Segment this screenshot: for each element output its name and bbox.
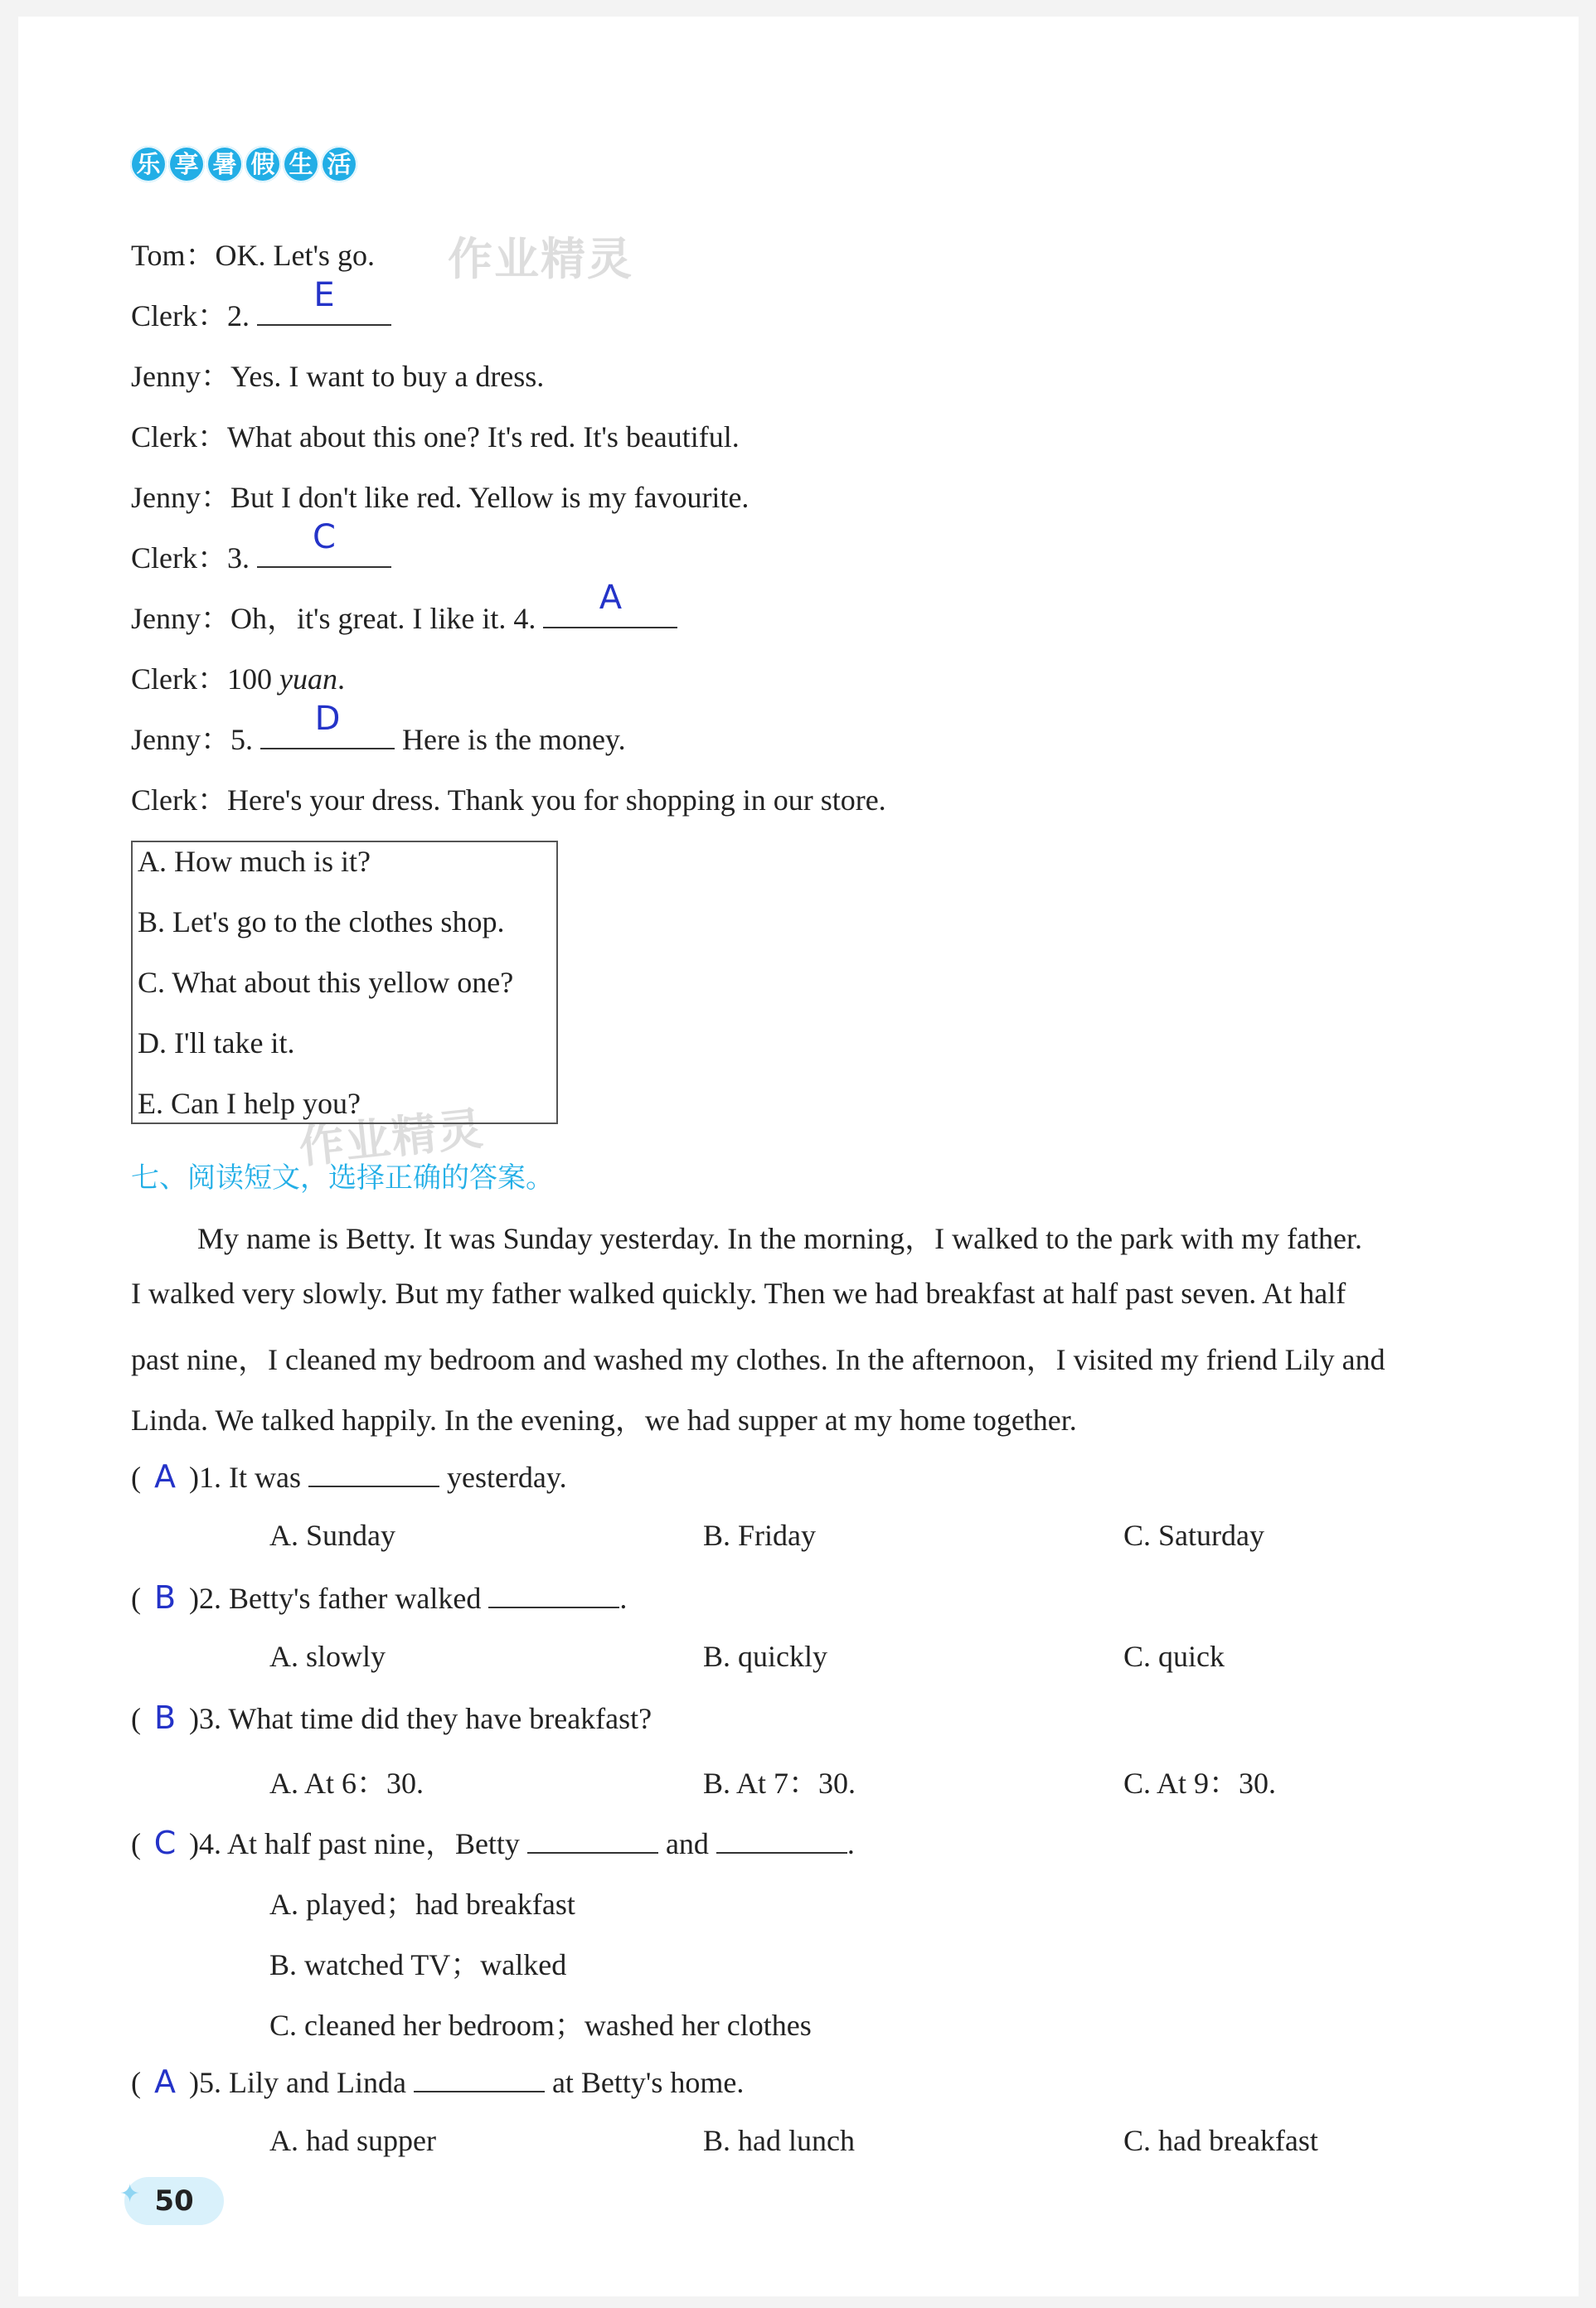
watermark: 作业精灵 (296, 1102, 488, 1174)
question-blank (488, 1578, 619, 1608)
logo-char: 享 (168, 146, 205, 182)
question (131, 1699, 652, 1736)
watermark: 作业精灵 (448, 233, 633, 285)
line-text: Clerk：2. (131, 299, 257, 332)
question-blank (308, 1457, 439, 1487)
option-a: A. had supper (269, 2124, 436, 2157)
question (131, 1578, 627, 1616)
page-number (119, 2177, 224, 2225)
question-stem: yesterday. (439, 1461, 567, 1494)
passage-line: I walked very slowly. But my father walked quickly. Then we had breakfast at half past seven. At half (131, 1277, 1346, 1310)
option-item: B. Let's go to the clothes shop. (138, 905, 505, 938)
paren-open: ( (131, 1702, 141, 1735)
line-text: Clerk：3. (131, 541, 257, 575)
dialogue-line (131, 700, 626, 759)
option-c: C. Saturday (1123, 1519, 1264, 1552)
handwritten-answer[interactable]: A (154, 1458, 176, 1495)
option-b: B. Friday (703, 1519, 817, 1552)
logo-char: 假 (245, 146, 281, 182)
handwritten-answer[interactable]: B (153, 1579, 177, 1616)
line-text: Jenny：5. (131, 723, 260, 756)
question-stem: . (619, 1582, 628, 1615)
paren-open: ( (131, 2066, 141, 2099)
dialogue-line (131, 276, 391, 335)
dialogue-line (131, 656, 345, 698)
option-a: A. Sunday (269, 1519, 395, 1552)
paren-open: ( (131, 1461, 141, 1494)
option-c: C. cleaned her bedroom；washed her clothes (269, 2009, 812, 2042)
question (131, 1457, 567, 1495)
answer-blank[interactable] (260, 700, 395, 749)
answer-blank[interactable] (257, 276, 391, 326)
question (131, 1821, 855, 1863)
handwritten-answer: D (314, 700, 341, 738)
question-stem: . (847, 1827, 855, 1860)
dialogue-line (131, 518, 391, 577)
answer-blank[interactable] (543, 579, 677, 628)
section-title: 七、阅读短文，选择正确的答案。 (131, 1161, 554, 1195)
option-item: A. How much is it? (138, 845, 371, 878)
option-item: D. I'll take it. (138, 1026, 295, 1059)
passage-line: My name is Betty. It was Sunday yesterday. In the morning，I walked to the park with my father. (197, 1222, 1363, 1255)
dialogue-line: Clerk：Here's your dress. Thank you for shopping in our store. (131, 783, 886, 817)
option-b: B. At 7：30. (703, 1767, 856, 1800)
handwritten-answer[interactable]: B (153, 1699, 177, 1736)
paren-open: ( (131, 1827, 141, 1860)
dialogue-line: Tom：OK. Let's go. (131, 239, 375, 272)
line-text: Jenny：Oh，it's great. I like it. 4. (131, 602, 544, 635)
handwritten-answer[interactable]: A (154, 2063, 176, 2100)
header-logo (130, 146, 357, 182)
page-number-text: 50 (154, 2184, 194, 2218)
question (131, 2063, 744, 2100)
paren-open: ( (131, 1582, 141, 1615)
option-b: B. had lunch (703, 2124, 855, 2157)
option-item: C. What about this yellow one? (138, 966, 514, 999)
option-c: C. quick (1123, 1640, 1225, 1673)
handwritten-answer: C (313, 518, 336, 556)
logo-char: 生 (283, 146, 319, 182)
option-a: A. At 6：30. (269, 1767, 424, 1800)
question-stem: )1. It was (189, 1461, 308, 1494)
dialogue-line: Jenny：But I don't like red. Yellow is my favourite. (131, 481, 749, 514)
line-text: . (337, 662, 345, 696)
question-stem: )4. At half past nine，Betty (189, 1827, 527, 1860)
handwritten-answer[interactable]: C (153, 1825, 177, 1861)
option-c: C. At 9：30. (1123, 1767, 1277, 1800)
line-text: Here is the money. (395, 723, 626, 756)
question-stem: at Betty's home. (544, 2066, 745, 2099)
question-stem: )2. Betty's father walked (189, 1582, 489, 1615)
answer-blank[interactable] (257, 518, 391, 568)
dialogue-line: Clerk：What about this one? It's red. It's beautiful. (131, 420, 740, 453)
handwritten-answer: E (313, 276, 335, 314)
handwritten-answer: A (599, 579, 623, 617)
dialogue-line (131, 579, 677, 638)
option-b: B. quickly (703, 1640, 827, 1673)
line-text: Clerk：100 (131, 662, 279, 696)
passage-line: past nine，I cleaned my bedroom and washed my clothes. In the afternoon，I visited my friend Lily and (131, 1343, 1385, 1376)
passage-line: Linda. We talked happily. In the evening，we had supper at my home together. (131, 1404, 1077, 1437)
sparkle-icon: ✦ (119, 2180, 141, 2209)
question-stem: )5. Lily and Linda (189, 2066, 414, 2099)
dialogue-line: Jenny：Yes. I want to buy a dress. (131, 360, 545, 393)
question-stem: and (657, 1827, 716, 1860)
option-item: E. Can I help you? (138, 1087, 361, 1120)
question-blank (527, 1824, 658, 1854)
question-blank (716, 1824, 847, 1854)
option-a: A. played；had breakfast (269, 1888, 575, 1921)
logo-char: 暑 (206, 146, 243, 182)
logo-char: 活 (321, 146, 357, 182)
logo-char: 乐 (130, 146, 167, 182)
option-b: B. watched TV；walked (269, 1948, 567, 1981)
question-blank (414, 2063, 545, 2092)
line-text-italic: yuan (279, 662, 337, 696)
question-stem: )3. What time did they have breakfast? (189, 1702, 652, 1735)
option-a: A. slowly (269, 1640, 386, 1673)
option-c: C. had breakfast (1123, 2124, 1318, 2157)
